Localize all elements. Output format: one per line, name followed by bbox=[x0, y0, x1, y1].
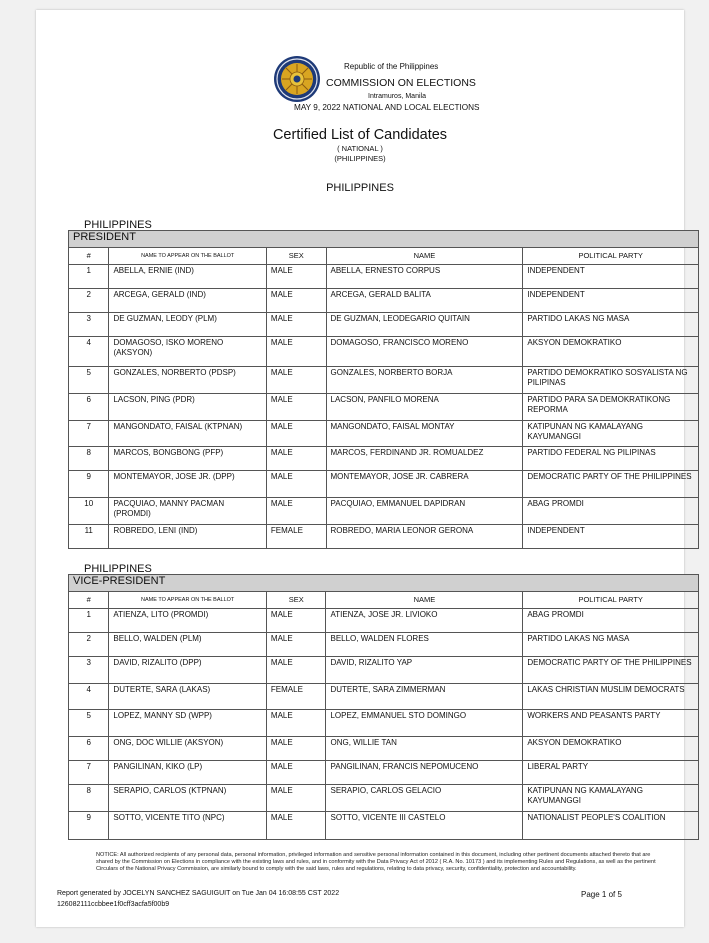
ballot-name-cell: ROBREDO, LENI (IND) bbox=[109, 525, 266, 549]
sex-cell: MALE bbox=[266, 421, 326, 447]
row-number: 4 bbox=[69, 684, 109, 710]
col-name: NAME bbox=[326, 248, 523, 265]
page-number: Page 1 of 5 bbox=[581, 890, 622, 899]
party-cell: PARTIDO FEDERAL NG PILIPINAS bbox=[523, 447, 699, 471]
row-number: 6 bbox=[69, 394, 109, 421]
ballot-name-cell: ONG, DOC WILLIE (AKSYON) bbox=[109, 737, 266, 761]
report-generated-label: Report generated by JOCELYN SANCHEZ SAGUIGUIT on Tue Jan 04 16:08:55 CST 2022 bbox=[57, 890, 340, 897]
sex-cell: MALE bbox=[266, 812, 326, 840]
table-row bbox=[69, 785, 699, 812]
table-row bbox=[69, 498, 699, 525]
sex-cell: MALE bbox=[266, 471, 326, 498]
table-row bbox=[69, 609, 699, 633]
comelec-seal-logo bbox=[273, 55, 321, 103]
ballot-name-cell: MARCOS, BONGBONG (PFP) bbox=[109, 447, 266, 471]
col-ballot-name: NAME TO APPEAR ON THE BALLOT bbox=[109, 592, 266, 609]
row-number: 1 bbox=[69, 265, 109, 289]
ballot-name-cell: PACQUIAO, MANNY PACMAN (PROMDI) bbox=[109, 498, 266, 525]
col-ballot-name: NAME TO APPEAR ON THE BALLOT bbox=[109, 248, 266, 265]
election-label: MAY 9, 2022 NATIONAL AND LOCAL ELECTIONS bbox=[294, 103, 480, 112]
row-number: 11 bbox=[69, 525, 109, 549]
party-cell: NATIONALIST PEOPLE'S COALITION bbox=[523, 812, 699, 840]
full-name-cell: PACQUIAO, EMMANUEL DAPIDRAN bbox=[326, 498, 523, 525]
party-cell: ABAG PROMDI bbox=[523, 498, 699, 525]
vice-president-table bbox=[68, 574, 699, 840]
row-number: 5 bbox=[69, 710, 109, 737]
sex-cell: MALE bbox=[266, 313, 326, 337]
ballot-name-cell: SERAPIO, CARLOS (KTPNAN) bbox=[109, 785, 266, 812]
party-cell: PARTIDO PARA SA DEMOKRATIKONG REPORMA bbox=[523, 394, 699, 421]
table-row bbox=[69, 812, 699, 840]
table-row bbox=[69, 394, 699, 421]
full-name-cell: MARCOS, FERDINAND JR. ROMUALDEZ bbox=[326, 447, 523, 471]
table-header-row bbox=[69, 248, 699, 265]
table-row bbox=[69, 265, 699, 289]
row-number: 7 bbox=[69, 761, 109, 785]
sex-cell: MALE bbox=[266, 785, 326, 812]
table-row bbox=[69, 633, 699, 657]
table-row bbox=[69, 447, 699, 471]
sex-cell: MALE bbox=[266, 710, 326, 737]
table-row bbox=[69, 657, 699, 684]
office-row bbox=[69, 231, 699, 248]
ballot-name-cell: ABELLA, ERNIE (IND) bbox=[109, 265, 266, 289]
sex-cell: FEMALE bbox=[266, 525, 326, 549]
row-number: 2 bbox=[69, 633, 109, 657]
sex-cell: MALE bbox=[266, 367, 326, 394]
row-number: 6 bbox=[69, 737, 109, 761]
table-row bbox=[69, 367, 699, 394]
table-row bbox=[69, 313, 699, 337]
sex-cell: MALE bbox=[266, 633, 326, 657]
col-party: POLITICAL PARTY bbox=[523, 248, 699, 265]
full-name-cell: DOMAGOSO, FRANCISCO MORENO bbox=[326, 337, 523, 367]
document-title: Certified List of Candidates bbox=[272, 127, 448, 143]
document-region: PHILIPPINES bbox=[326, 182, 394, 194]
row-number: 3 bbox=[69, 657, 109, 684]
row-number: 4 bbox=[69, 337, 109, 367]
ballot-name-cell: MONTEMAYOR, JOSE JR. (DPP) bbox=[109, 471, 266, 498]
sex-cell: MALE bbox=[266, 337, 326, 367]
col-sex: SEX bbox=[266, 592, 326, 609]
table-row bbox=[69, 710, 699, 737]
full-name-cell: LACSON, PANFILO MORENA bbox=[326, 394, 523, 421]
full-name-cell: ROBREDO, MARIA LEONOR GERONA bbox=[326, 525, 523, 549]
full-name-cell: ATIENZA, JOSE JR. LIVIOKO bbox=[326, 609, 523, 633]
party-cell: WORKERS AND PEASANTS PARTY bbox=[523, 710, 699, 737]
party-cell: DEMOCRATIC PARTY OF THE PHILIPPINES bbox=[523, 657, 699, 684]
full-name-cell: LOPEZ, EMMANUEL STO DOMINGO bbox=[326, 710, 523, 737]
table-header-row bbox=[69, 592, 699, 609]
row-number: 10 bbox=[69, 498, 109, 525]
republic-label: Republic of the Philippines bbox=[344, 62, 439, 71]
row-number: 7 bbox=[69, 421, 109, 447]
full-name-cell: ONG, WILLIE TAN bbox=[326, 737, 523, 761]
sex-cell: MALE bbox=[266, 761, 326, 785]
ballot-name-cell: DOMAGOSO, ISKO MORENO (AKSYON) bbox=[109, 337, 266, 367]
full-name-cell: SOTTO, VICENTE III CASTELO bbox=[326, 812, 523, 840]
ballot-name-cell: BELLO, WALDEN (PLM) bbox=[109, 633, 266, 657]
party-cell: INDEPENDENT bbox=[523, 265, 699, 289]
ballot-name-cell: PANGILINAN, KIKO (LP) bbox=[109, 761, 266, 785]
row-number: 1 bbox=[69, 609, 109, 633]
sex-cell: FEMALE bbox=[266, 684, 326, 710]
sex-cell: MALE bbox=[266, 394, 326, 421]
ballot-name-cell: ARCEGA, GERALD (IND) bbox=[109, 289, 266, 313]
table-row bbox=[69, 737, 699, 761]
full-name-cell: DE GUZMAN, LEODEGARIO QUITAIN bbox=[326, 313, 523, 337]
ballot-name-cell: DUTERTE, SARA (LAKAS) bbox=[109, 684, 266, 710]
president-region-label: PHILIPPINES bbox=[84, 219, 152, 231]
ballot-name-cell: DE GUZMAN, LEODY (PLM) bbox=[109, 313, 266, 337]
sex-cell: MALE bbox=[266, 737, 326, 761]
office-title: VICE-PRESIDENT bbox=[69, 575, 699, 592]
sex-cell: MALE bbox=[266, 609, 326, 633]
full-name-cell: MONTEMAYOR, JOSE JR. CABRERA bbox=[326, 471, 523, 498]
col-party: POLITICAL PARTY bbox=[523, 592, 699, 609]
sex-cell: MALE bbox=[266, 498, 326, 525]
full-name-cell: ARCEGA, GERALD BALITA bbox=[326, 289, 523, 313]
party-cell: LIBERAL PARTY bbox=[523, 761, 699, 785]
table-row bbox=[69, 421, 699, 447]
full-name-cell: MANGONDATO, FAISAL MONTAY bbox=[326, 421, 523, 447]
document-scope: ( NATIONAL ) bbox=[337, 144, 383, 153]
table-row bbox=[69, 525, 699, 549]
party-cell: AKSYON DEMOKRATIKO bbox=[523, 737, 699, 761]
party-cell: PARTIDO DEMOKRATIKO SOSYALISTA NG PILIPINAS bbox=[523, 367, 699, 394]
row-number: 5 bbox=[69, 367, 109, 394]
vp-region-label: PHILIPPINES bbox=[84, 563, 152, 575]
full-name-cell: PANGILINAN, FRANCIS NEPOMUCENO bbox=[326, 761, 523, 785]
row-number: 8 bbox=[69, 785, 109, 812]
table-row bbox=[69, 684, 699, 710]
full-name-cell: GONZALES, NORBERTO BORJA bbox=[326, 367, 523, 394]
ballot-name-cell: GONZALES, NORBERTO (PDSP) bbox=[109, 367, 266, 394]
sex-cell: MALE bbox=[266, 447, 326, 471]
table-row bbox=[69, 471, 699, 498]
party-cell: INDEPENDENT bbox=[523, 525, 699, 549]
row-number: 8 bbox=[69, 447, 109, 471]
col-num: # bbox=[69, 592, 109, 609]
ballot-name-cell: DAVID, RIZALITO (DPP) bbox=[109, 657, 266, 684]
row-number: 9 bbox=[69, 471, 109, 498]
document-page bbox=[36, 10, 692, 927]
party-cell: PARTIDO LAKAS NG MASA bbox=[523, 313, 699, 337]
ballot-name-cell: SOTTO, VICENTE TITO (NPC) bbox=[109, 812, 266, 840]
full-name-cell: BELLO, WALDEN FLORES bbox=[326, 633, 523, 657]
party-cell: KATIPUNAN NG KAMALAYANG KAYUMANGGI bbox=[523, 785, 699, 812]
location-label: Intramuros, Manila bbox=[368, 93, 426, 100]
full-name-cell: ABELLA, ERNESTO CORPUS bbox=[326, 265, 523, 289]
table-row bbox=[69, 761, 699, 785]
ballot-name-cell: MANGONDATO, FAISAL (KTPNAN) bbox=[109, 421, 266, 447]
full-name-cell: SERAPIO, CARLOS GELACIO bbox=[326, 785, 523, 812]
row-number: 9 bbox=[69, 812, 109, 840]
party-cell: INDEPENDENT bbox=[523, 289, 699, 313]
row-number: 2 bbox=[69, 289, 109, 313]
sex-cell: MALE bbox=[266, 289, 326, 313]
col-sex: SEX bbox=[266, 248, 326, 265]
president-table bbox=[68, 230, 699, 549]
party-cell: DEMOCRATIC PARTY OF THE PHILIPPINES bbox=[523, 471, 699, 498]
party-cell: PARTIDO LAKAS NG MASA bbox=[523, 633, 699, 657]
office-row bbox=[69, 575, 699, 592]
sex-cell: MALE bbox=[266, 265, 326, 289]
table-row bbox=[69, 337, 699, 367]
table-row bbox=[69, 289, 699, 313]
privacy-notice: NOTICE: All authorized recipients of any personal data, personal information, privileged information and sensitive personal information contained in this document, including other pertinent documents attached thereto that are shared by the Commission on Elections in compliance with the existing laws and rules, and in conformity with the Data Privacy Act of 2012 ( R.A. No. 10173 ) and its implementing Rules and Regulations, as well as the pertinent Circulars of the National Privacy Commission, are similarly bound to comply with the said laws, rules and regulations, relating to data privacy, security, confidentiality, protection and accountability. bbox=[96, 852, 656, 872]
sex-cell: MALE bbox=[266, 657, 326, 684]
col-num: # bbox=[69, 248, 109, 265]
commission-name: COMMISSION ON ELECTIONS bbox=[326, 77, 476, 89]
report-hash: 126082111ccbbee1f0cff3acfa5f00b9 bbox=[57, 901, 170, 908]
ballot-name-cell: ATIENZA, LITO (PROMDI) bbox=[109, 609, 266, 633]
party-cell: AKSYON DEMOKRATIKO bbox=[523, 337, 699, 367]
office-title: PRESIDENT bbox=[69, 231, 699, 248]
col-name: NAME bbox=[326, 592, 523, 609]
party-cell: KATIPUNAN NG KAMALAYANG KAYUMANGGI bbox=[523, 421, 699, 447]
full-name-cell: DAVID, RIZALITO YAP bbox=[326, 657, 523, 684]
party-cell: LAKAS CHRISTIAN MUSLIM DEMOCRATS bbox=[523, 684, 699, 710]
ballot-name-cell: LACSON, PING (PDR) bbox=[109, 394, 266, 421]
row-number: 3 bbox=[69, 313, 109, 337]
full-name-cell: DUTERTE, SARA ZIMMERMAN bbox=[326, 684, 523, 710]
party-cell: ABAG PROMDI bbox=[523, 609, 699, 633]
document-country: (PHILIPPINES) bbox=[334, 154, 386, 163]
ballot-name-cell: LOPEZ, MANNY SD (WPP) bbox=[109, 710, 266, 737]
